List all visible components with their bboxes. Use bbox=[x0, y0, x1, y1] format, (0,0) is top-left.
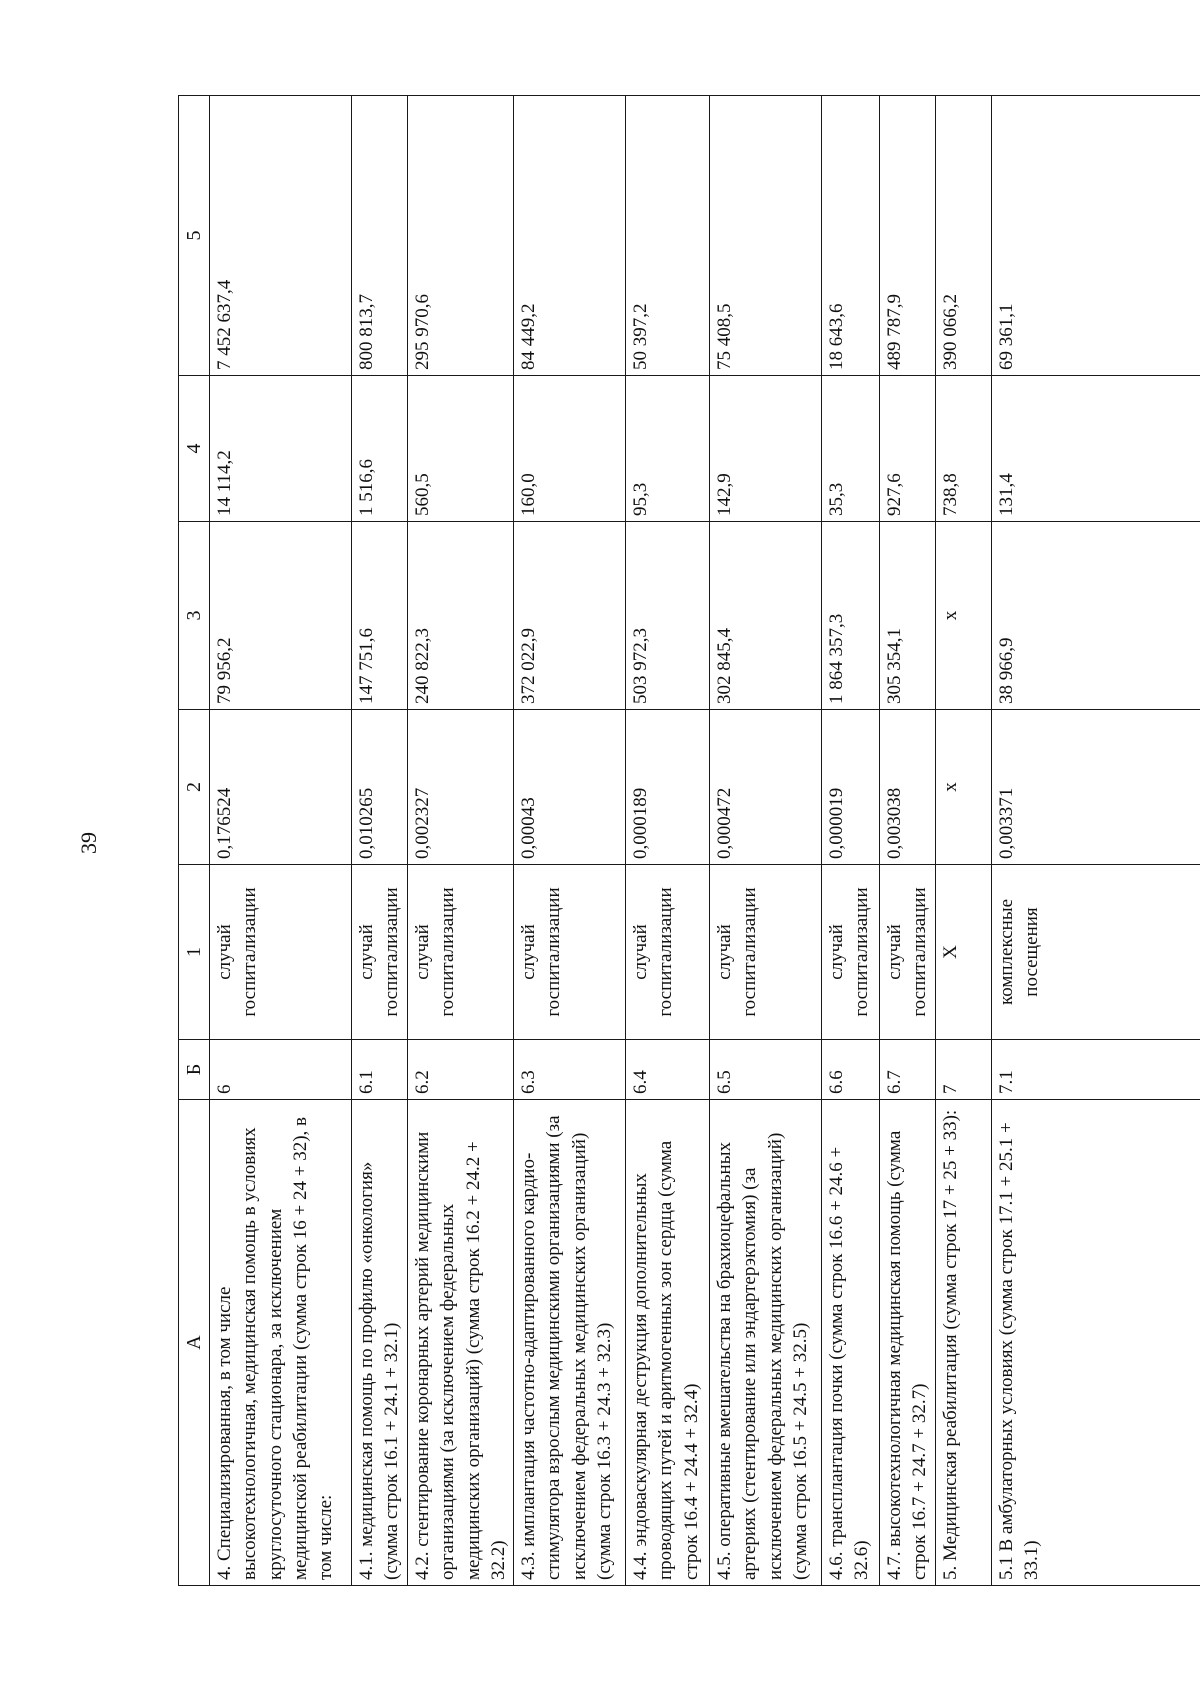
value-cell: 50 397,2 bbox=[626, 96, 710, 376]
value-cell: 305 354,1 bbox=[880, 522, 936, 710]
row-label: 4.4. эндоваскулярная деструкция дополнительных проводящих путей и аритмогенных зон сердца (сумма строк 16.4 + 24.4 + 32.4) bbox=[626, 1100, 710, 1586]
financing-table bbox=[178, 95, 1200, 1586]
row-number: 6.6 bbox=[822, 1040, 880, 1100]
value-cell: 95,3 bbox=[626, 376, 710, 522]
table-row bbox=[822, 96, 880, 1586]
row-number: 7.1 bbox=[992, 1040, 1200, 1100]
row-label: 4.5. оперативные вмешательства на брахиоцефальных артериях (стентирование или эндартерэктомия) (за исключением федеральных медицинских организаций) (сумма строк 16.5 + 24.5 + 32.5) bbox=[710, 1100, 822, 1586]
value-cell: 84 449,2 bbox=[514, 96, 626, 376]
table-row bbox=[352, 96, 408, 1586]
value-cell: 0,000472 bbox=[710, 710, 822, 865]
row-number: 6.1 bbox=[352, 1040, 408, 1100]
table-row bbox=[992, 96, 1200, 1586]
row-label: 4.2. стентирование коронарных артерий медицинскими организациями (за исключением федеральных медицинских организаций) (сумма строк 16.2 + 24.2 + 32.2) bbox=[408, 1100, 514, 1586]
row-label: 4.3. имплантация частотно-адаптированного кардио-стимулятора взрослым медицинскими организациями (за исключением федеральных медицинских организаций) (сумма строк 16.3 + 24.3 + 32.3) bbox=[514, 1100, 626, 1586]
value-cell: 0,000189 bbox=[626, 710, 710, 865]
header-row bbox=[179, 96, 210, 1586]
value-cell: 302 845,4 bbox=[710, 522, 822, 710]
table-row bbox=[710, 96, 822, 1586]
table-row bbox=[210, 96, 352, 1586]
value-cell: 1 864 357,3 bbox=[822, 522, 880, 710]
value-cell: 14 114,2 bbox=[210, 376, 352, 522]
value-cell: 738,8 bbox=[936, 376, 992, 522]
value-cell: 35,3 bbox=[822, 376, 880, 522]
unit-cell: случай госпитализации bbox=[408, 865, 514, 1040]
value-cell: 240 822,3 bbox=[408, 522, 514, 710]
value-cell: 142,9 bbox=[710, 376, 822, 522]
table-row bbox=[880, 96, 936, 1586]
value-cell: 0,000019 bbox=[822, 710, 880, 865]
rotated-content bbox=[178, 96, 1200, 1586]
value-cell: 560,5 bbox=[408, 376, 514, 522]
header-cell: А bbox=[179, 1100, 210, 1586]
header-cell: Б bbox=[179, 1040, 210, 1100]
unit-cell: случай госпитализации bbox=[710, 865, 822, 1040]
value-cell: 372 022,9 bbox=[514, 522, 626, 710]
value-cell: 489 787,9 bbox=[880, 96, 936, 376]
value-cell: х bbox=[936, 522, 992, 710]
row-number: 6.5 bbox=[710, 1040, 822, 1100]
value-cell: 79 956,2 bbox=[210, 522, 352, 710]
value-cell: 160,0 bbox=[514, 376, 626, 522]
row-number: 6 bbox=[210, 1040, 352, 1100]
row-label: 4. Специализированная, в том числе высокотехнологичная, медицинская помощь в условиях круглосуточного стационара, за исключением медицинской реабилитации (сумма строк 16 + 24 + 32), в том числе: bbox=[210, 1100, 352, 1586]
value-cell: 18 643,6 bbox=[822, 96, 880, 376]
table-row bbox=[514, 96, 626, 1586]
value-cell: 0,003038 bbox=[880, 710, 936, 865]
value-cell: 0,176524 bbox=[210, 710, 352, 865]
row-label: 4.1. медицинская помощь по профилю «онкология» (сумма строк 16.1 + 24.1 + 32.1) bbox=[352, 1100, 408, 1586]
value-cell: 1 516,6 bbox=[352, 376, 408, 522]
rotated-page bbox=[178, 96, 1200, 1586]
value-cell: 7 452 637,4 bbox=[210, 96, 352, 376]
unit-cell: случай госпитализации bbox=[352, 865, 408, 1040]
value-cell: 131,4 bbox=[992, 376, 1200, 522]
row-number: 6.7 bbox=[880, 1040, 936, 1100]
table-row bbox=[626, 96, 710, 1586]
header-cell: 4 bbox=[179, 376, 210, 522]
unit-cell: случай госпитализации bbox=[210, 865, 352, 1040]
value-cell: 0,010265 bbox=[352, 710, 408, 865]
row-label: 5. Медицинская реабилитация (сумма строк 17 + 25 + 33): bbox=[936, 1100, 992, 1586]
table-row bbox=[408, 96, 514, 1586]
row-label: 4.7. высокотехнологичная медицинская помощь (сумма строк 16.7 + 24.7 + 32.7) bbox=[880, 1100, 936, 1586]
value-cell: 390 066,2 bbox=[936, 96, 992, 376]
value-cell: 800 813,7 bbox=[352, 96, 408, 376]
table-row bbox=[936, 96, 992, 1586]
value-cell: 0,002327 bbox=[408, 710, 514, 865]
unit-cell: комплексные посещения bbox=[992, 865, 1200, 1040]
row-number: 6.2 bbox=[408, 1040, 514, 1100]
value-cell: х bbox=[936, 710, 992, 865]
header-cell: 5 bbox=[179, 96, 210, 376]
value-cell: 0,003371 bbox=[992, 710, 1200, 865]
unit-cell: случай госпитализации bbox=[514, 865, 626, 1040]
value-cell: 38 966,9 bbox=[992, 522, 1200, 710]
unit-cell: случай госпитализации bbox=[626, 865, 710, 1040]
value-cell: 69 361,1 bbox=[992, 96, 1200, 376]
value-cell: 0,00043 bbox=[514, 710, 626, 865]
value-cell: 503 972,3 bbox=[626, 522, 710, 710]
header-cell: 1 bbox=[179, 865, 210, 1040]
unit-cell: Х bbox=[936, 865, 992, 1040]
row-number: 6.4 bbox=[626, 1040, 710, 1100]
unit-cell: случай госпитализации bbox=[822, 865, 880, 1040]
value-cell: 295 970,6 bbox=[408, 96, 514, 376]
page-number: 39 bbox=[76, 832, 101, 854]
row-label: 4.6. трансплантация почки (сумма строк 16.6 + 24.6 + 32.6) bbox=[822, 1100, 880, 1586]
value-cell: 927,6 bbox=[880, 376, 936, 522]
unit-cell: случай госпитализации bbox=[880, 865, 936, 1040]
row-label: 5.1 В амбулаторных условиях (сумма строк 17.1 + 25.1 + 33.1) bbox=[992, 1100, 1200, 1586]
header-cell: 3 bbox=[179, 522, 210, 710]
row-number: 7 bbox=[936, 1040, 992, 1100]
header-cell: 2 bbox=[179, 710, 210, 865]
value-cell: 75 408,5 bbox=[710, 96, 822, 376]
row-number: 6.3 bbox=[514, 1040, 626, 1100]
value-cell: 147 751,6 bbox=[352, 522, 408, 710]
